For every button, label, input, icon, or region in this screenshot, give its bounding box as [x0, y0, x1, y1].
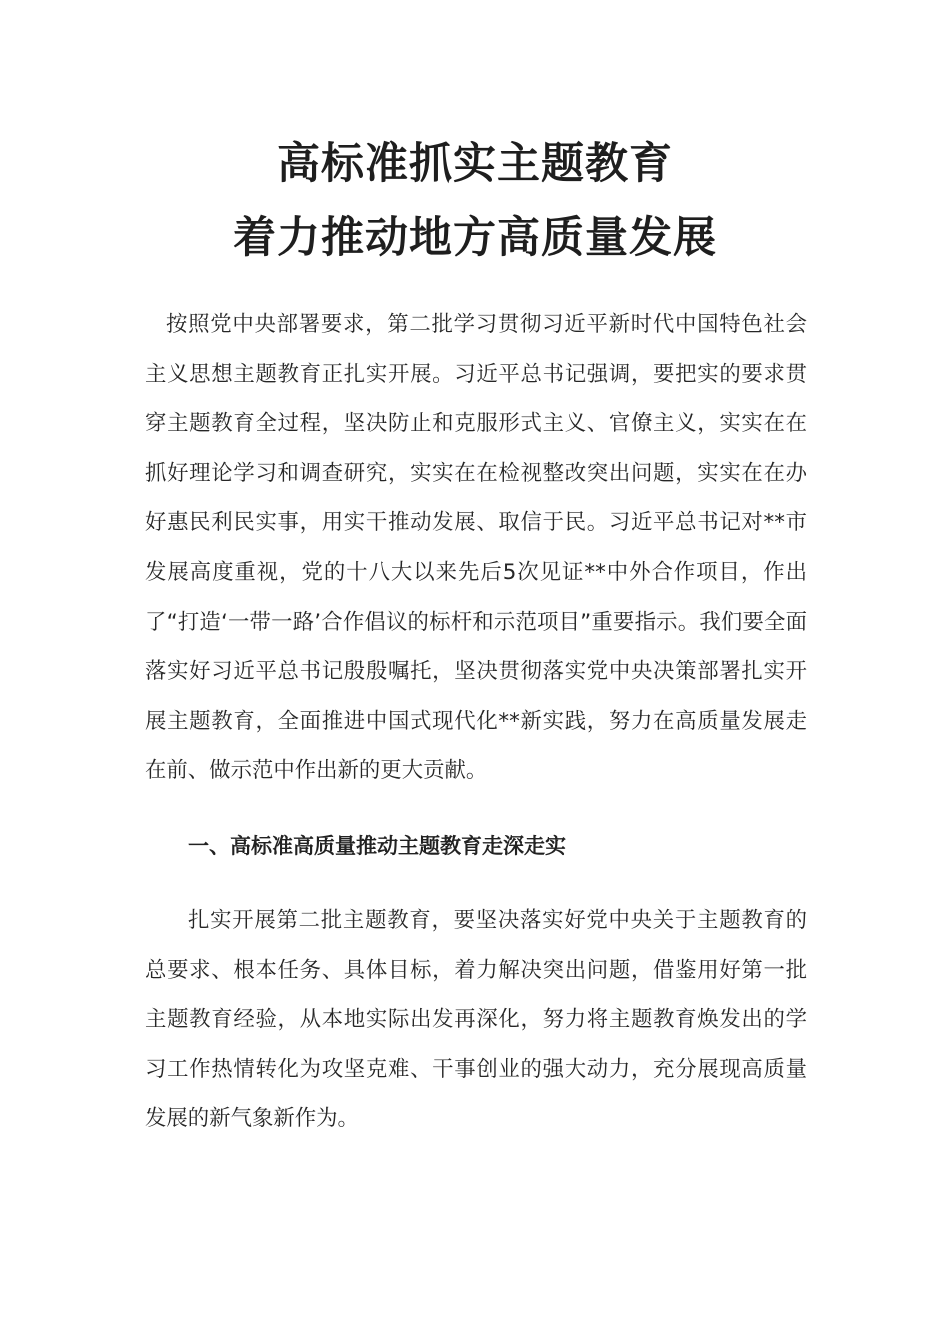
section-1-heading: 一、高标准高质量推动主题教育走深走实 — [188, 834, 566, 858]
document-title-line-1: 高标准抓实主题教育 — [277, 139, 673, 189]
section-1-paragraph: 扎实开展第二批主题教育，要坚决落实好党中央关于主题教育的总要求、根本任务、具体目标，着力解决突出问题，借鉴用好第一批主题教育经验，从本地实际出发再深化，努力将主题教育焕发出的学习工作热情转化为攻坚克难、干事创业的强大动力，充分展现高质量发展的新气象新作为。 — [145, 908, 807, 1132]
intro-paragraph: 按照党中央部署要求，第二批学习贯彻习近平新时代中国特色社会主义思想主题教育正扎实开展。习近平总书记强调，要把实的要求贯穿主题教育全过程，坚决防止和克服形式主义、官僚主义，实实在在抓好理论学习和调查研究，实实在在检视整改突出问题，实实在在办好惠民利民实事，用实干推动发展、取信于民。习近平总书记对**市发展高度重视，党的十八大以来先后5次见证**中外合作项目，作出了“打造‘一带一路’合作倡议的标杆和示范项目”重要指示。我们要全面落实好习近平总书记殷殷嘱托，坚决贯彻落实党中央决策部署扎实开展主题教育，全面推进中国式现代化**新实践，努力在高质量发展走在前、做示范中作出新的更大贡献。 — [145, 312, 807, 784]
document-title-line-2: 着力推动地方高质量发展 — [233, 213, 717, 263]
